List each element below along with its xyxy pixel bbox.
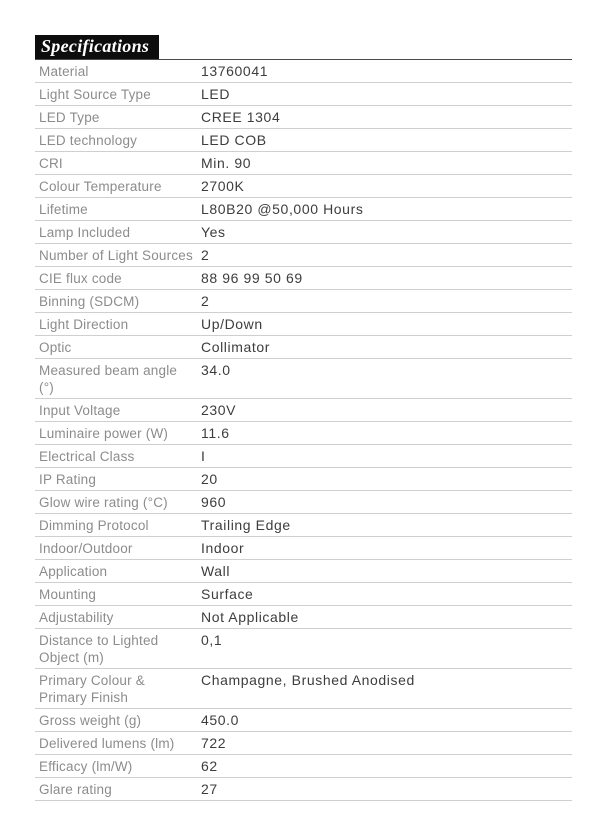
spec-row-value: 11.6 [201, 425, 230, 441]
spec-row-label: Dimming Protocol [39, 518, 149, 533]
spec-row [35, 468, 572, 491]
spec-row-label: Number of Light Sources [39, 248, 193, 263]
spec-row-label: Glare rating [39, 782, 112, 797]
spec-row-value: Up/Down [201, 316, 263, 332]
spec-row-value: 2700K [201, 178, 245, 194]
spec-row-value: 722 [201, 735, 227, 751]
spec-row [35, 152, 572, 175]
spec-row [35, 106, 572, 129]
spec-row-value: 2 [201, 293, 210, 309]
spec-row-value: 230V [201, 402, 237, 418]
spec-row-value: L80B20 @50,000 Hours [201, 201, 364, 217]
spec-row-value: Trailing Edge [201, 517, 291, 533]
spec-row [35, 267, 572, 290]
spec-row-label: Luminaire power (W) [39, 426, 169, 441]
spec-row-label: Optic [39, 340, 72, 355]
spec-row-label: Input Voltage [39, 403, 121, 418]
spec-row [35, 129, 572, 152]
spec-row-label: Colour Temperature [39, 179, 162, 194]
spec-row-label: CIE flux code [39, 271, 122, 286]
spec-row [35, 491, 572, 514]
spec-row-value: 20 [201, 471, 218, 487]
spec-row-value: 62 [201, 758, 218, 774]
spec-row-value: Collimator [201, 339, 271, 355]
spec-row [35, 606, 572, 629]
spec-row-value: Champagne, Brushed Anodised [201, 672, 415, 688]
specifications-title: Specifications [35, 35, 159, 59]
spec-row [35, 198, 572, 221]
spec-row-label: Lamp Included [39, 225, 131, 240]
spec-row [35, 313, 572, 336]
spec-row [35, 336, 572, 359]
spec-row-value: 0,1 [201, 632, 223, 648]
spec-row [35, 445, 572, 468]
spec-row [35, 175, 572, 198]
spec-row [35, 244, 572, 267]
spec-row-label: Distance to Lighted Object (m) [39, 633, 159, 665]
spec-row-label: Light Source Type [39, 87, 151, 102]
spec-row [35, 629, 572, 669]
spec-row [35, 537, 572, 560]
spec-row-label: Delivered lumens (lm) [39, 736, 175, 751]
spec-row-value: 450.0 [201, 712, 240, 728]
spec-row-value: I [201, 448, 206, 464]
spec-row-label: LED technology [39, 133, 138, 148]
spec-row-value: Indoor [201, 540, 245, 556]
spec-row-value: LED COB [201, 132, 267, 148]
spec-row-value: Surface [201, 586, 254, 602]
spec-row-label: LED Type [39, 110, 100, 125]
spec-row [35, 399, 572, 422]
spec-row-value: CREE 1304 [201, 109, 281, 125]
spec-row-label: Indoor/Outdoor [39, 541, 133, 556]
spec-row-value: 88 96 99 50 69 [201, 270, 303, 286]
spec-row-label: Primary Colour & Primary Finish [39, 673, 145, 705]
spec-row-label: Material [39, 64, 89, 79]
spec-row-value: 34.0 [201, 362, 231, 378]
spec-row-label: Binning (SDCM) [39, 294, 140, 309]
spec-row [35, 221, 572, 244]
spec-row [35, 422, 572, 445]
spec-row [35, 755, 572, 778]
spec-row-value: 960 [201, 494, 227, 510]
spec-row [35, 60, 572, 83]
spec-row-label: Gross weight (g) [39, 713, 142, 728]
spec-row [35, 583, 572, 606]
spec-row [35, 732, 572, 755]
spec-row [35, 778, 572, 801]
spec-row-label: Application [39, 564, 108, 579]
spec-row-value: Not Applicable [201, 609, 299, 625]
spec-row [35, 83, 572, 106]
spec-row-label: Mounting [39, 587, 97, 602]
spec-row [35, 669, 572, 709]
spec-row-label: Light Direction [39, 317, 129, 332]
spec-row-value: Min. 90 [201, 155, 252, 171]
spec-row [35, 709, 572, 732]
spec-row-label: Measured beam angle (°) [39, 363, 178, 395]
spec-row-value: 13760041 [201, 63, 269, 79]
spec-row-label: Electrical Class [39, 449, 135, 464]
specifications-table [35, 60, 572, 801]
spec-row-label: Lifetime [39, 202, 88, 217]
specifications-header [35, 35, 572, 60]
spec-row-label: IP Rating [39, 472, 97, 487]
spec-row-value: Yes [201, 224, 226, 240]
spec-row [35, 359, 572, 399]
spec-row-label: CRI [39, 156, 63, 171]
spec-row [35, 290, 572, 313]
spec-row-label: Adjustability [39, 610, 114, 625]
spec-row-label: Efficacy (lm/W) [39, 759, 133, 774]
spec-row [35, 560, 572, 583]
spec-row-value: LED [201, 86, 231, 102]
spec-row [35, 514, 572, 537]
spec-row-value: 27 [201, 781, 218, 797]
spec-row-label: Glow wire rating (°C) [39, 495, 168, 510]
spec-row-value: Wall [201, 563, 231, 579]
spec-row-value: 2 [201, 247, 210, 263]
